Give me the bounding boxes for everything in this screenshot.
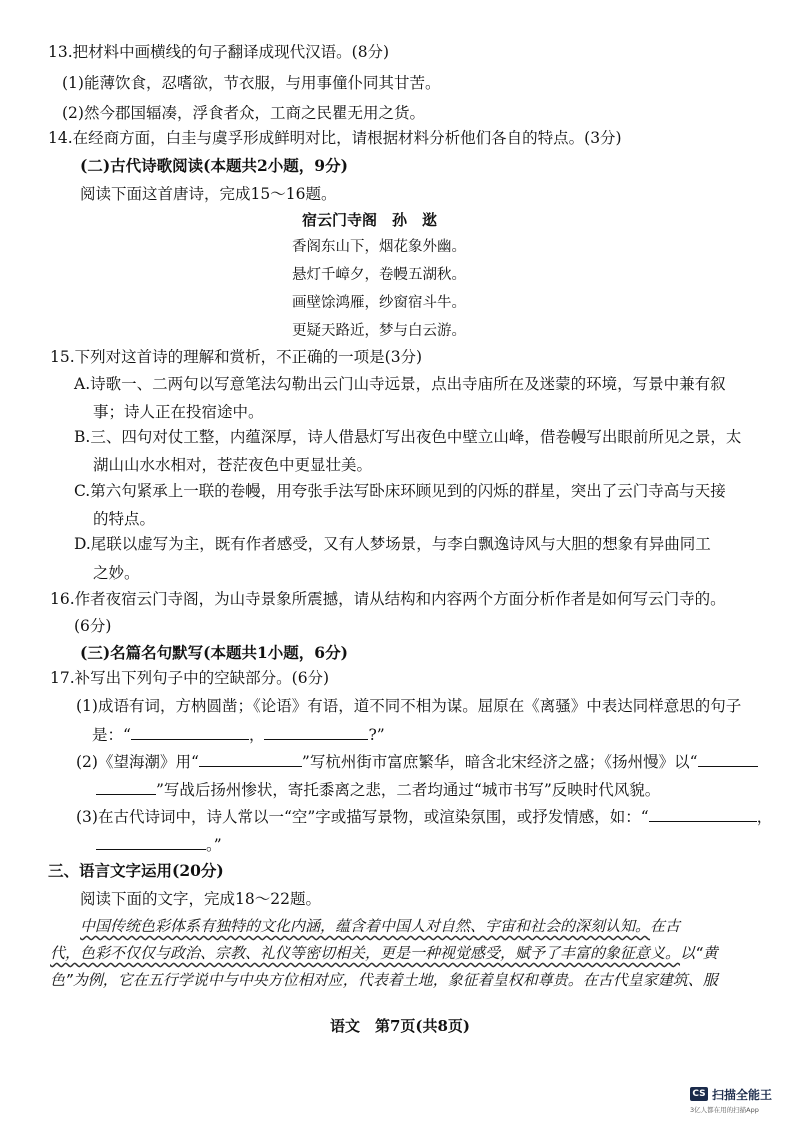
answer-blank-4b[interactable] [96,778,156,795]
language-intro: 阅读下面的文字，完成18～22题。 [80,890,321,908]
q17-title: 17.补写出下列句子中的空缺部分。(6分) [50,669,330,687]
passage-line-2 [50,942,718,964]
q17-item2-suffix: ”写战后扬州惨状，寄托黍离之悲，二者均通过“城市书写”反映时代风貌。 [156,781,661,799]
q15-option-d-line1: D.尾联以虚写为主，既有作者感受，又有人梦场景，与李白飘逸诗风与大胆的想象有异曲同工 [74,535,711,553]
q16-score: (6分) [74,617,112,635]
poem-line-2: 悬灯千嶂夕，卷幔五湖秋。 [292,267,466,283]
q15-option-c-line2: 的特点。 [93,510,156,528]
answer-blank-2[interactable] [264,723,368,740]
passage-underlined-1: 中国传统色彩体系有独特的文化内涵，蕴含着中国人对自然、宇宙和社会的深刻认知。 [80,917,651,935]
q13-title: 13.把材料中画横线的句子翻译成现代汉语。(8分) [48,43,390,61]
q16-title: 16.作者夜宿云门寺阁，为山寺景象所震撼，请从结构和内容两个方面分析作者是如何写云门寺的。 [50,590,726,608]
q17-item3-line1 [76,805,772,828]
q17-item1-prefix: 是：“ [92,726,131,744]
answer-blank-3[interactable] [199,750,302,767]
q14-title: 14.在经商方面，白圭与虞孚形成鲜明对比，请根据材料分析他们各自的特点。(3分) [48,129,622,147]
q13-sentence-1: (1)能薄饮食，忍嗜欲，节衣服，与用事僮仆同其甘苦。 [62,74,441,92]
section-recitation-header: (三)名篇名句默写(本题共1小题，6分) [80,643,348,662]
answer-blank-5[interactable] [649,805,757,822]
q13-sentence-2: (2)然今郡国辐凑，浮食者众，工商之民瞿无用之货。 [62,104,425,122]
passage-underlined-2: 代，色彩不仅仅与政治、宗教、礼仪等密切相关，更是一种视觉感受，赋予了丰富的象征意义。 [50,944,681,962]
poem-line-3: 画壁馀鸿雁，纱窗宿斗牛。 [292,295,466,311]
q17-item1-comma: ， [248,726,265,744]
q17-item3-prefix: (3)在古代诗词中，诗人常以一“空”字或描写景物，或渲染氛围，或抒发情感，如：“ [76,808,649,826]
q17-item3-suffix: 。” [206,836,222,854]
poem-title: 宿云门寺阁 孙 逖 [302,211,438,229]
q17-item1-line2 [92,723,385,746]
q17-item3-comma: ， [756,808,773,826]
q15-option-a-line2: 事；诗人正在投宿途中。 [93,403,264,421]
passage-line-3: 色”为例，它在五行学说中与中央方位相对应，代表着土地，象征着皇权和尊贵。在古代皇家建筑、服 [50,971,718,989]
passage-line-1 [80,915,680,937]
section-poetry-header: (二)古代诗歌阅读(本题共2小题，9分) [80,156,348,175]
answer-blank-6[interactable] [96,833,206,850]
q15-option-c-line1: C.第六句紧承上一联的卷幔，用夸张手法写卧床环顾见到的闪烁的群星，突出了云门寺高与天接 [74,482,726,500]
passage-line-1-tail: 在古 [650,917,681,935]
q17-item2-line1 [76,750,758,773]
q17-item2-prefix: (2)《望海潮》用“ [76,753,199,771]
q15-title: 15.下列对这首诗的理解和赏析，不正确的一项是(3分) [50,348,423,366]
poem-line-1: 香阁东山下，烟花象外幽。 [292,239,466,255]
camscanner-logo-icon: CS [690,1087,708,1101]
answer-blank-4a[interactable] [698,750,758,767]
q17-item2-line2 [96,778,660,801]
camscanner-name: 扫描全能王 [712,1088,773,1102]
answer-blank-1[interactable] [131,723,249,740]
q17-item1-line1: (1)成语有词，方枘圆凿；《论语》有语，道不同不相为谋。屈原在《离骚》中表达同样意思的句子 [76,697,742,715]
q17-item1-suffix: ?” [368,726,385,744]
poetry-intro: 阅读下面这首唐诗，完成15～16题。 [80,185,337,203]
q17-item3-line2 [96,833,222,856]
page-footer: 语文 第7页(共8页) [329,1017,471,1035]
passage-line-2-tail: 以“黄 [680,944,718,962]
q15-option-b-line2: 湖山山水水相对，苍茫夜色中更显壮美。 [93,456,373,474]
q17-item2-middle: ”写杭州街市富庶繁华，暗含北宋经济之盛；《扬州慢》以“ [301,753,698,771]
q15-option-b-line1: B.三、四句对仗工整，内蕴深厚，诗人借悬灯写出夜色中壁立山峰，借卷幔写出眼前所见之景，太 [74,428,742,446]
q15-option-d-line2: 之妙。 [93,564,140,582]
poem-line-4: 更疑天路近，梦与白云游。 [292,323,466,339]
camscanner-tagline: 3亿人都在用的扫描App [690,1106,759,1114]
section-language-header: 三、语言文字运用(20分) [48,861,224,880]
q15-option-a-line1: A.诗歌一、二两句以写意笔法勾勒出云门山寺远景，点出寺庙所在及迷蒙的环境，写景中兼有叙 [74,375,726,393]
